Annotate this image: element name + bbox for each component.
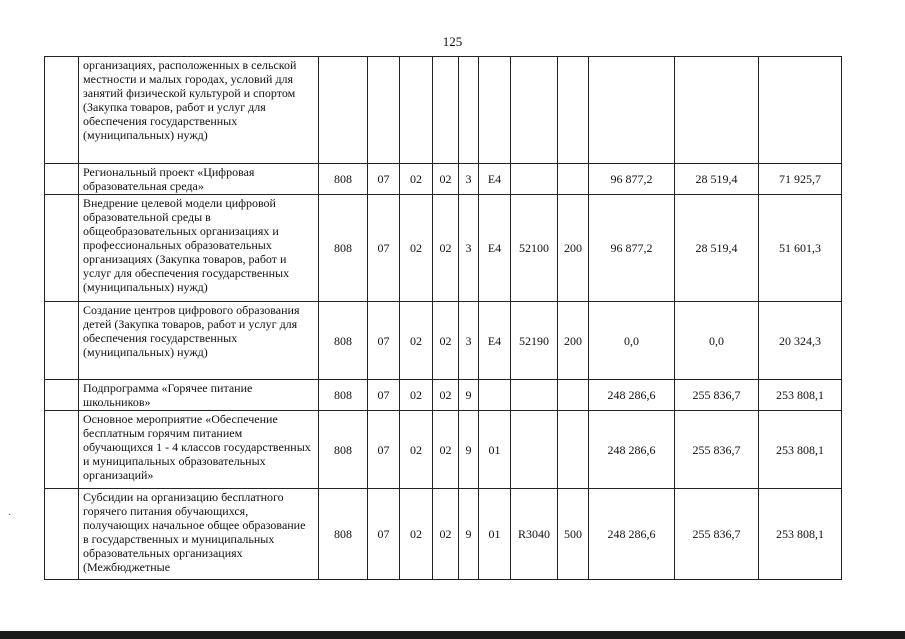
expense-type-code: 200 [558,195,589,302]
target-code-1: 02 [433,380,459,411]
scan-bottom-edge [0,631,905,639]
section-code: 07 [368,164,400,195]
target-code-4: 52190 [511,302,558,380]
amount-year-3: 253 808,1 [759,489,842,580]
amount-year-2: 28 519,4 [675,195,759,302]
amount-year-3: 51 601,3 [759,195,842,302]
amount-year-3: 253 808,1 [759,411,842,489]
amount-year-2: 255 836,7 [675,411,759,489]
target-code-3 [479,57,511,164]
blank-cell [45,195,79,302]
blank-cell [45,380,79,411]
target-code-2 [459,57,479,164]
expense-type-code [558,57,589,164]
budget-table [44,56,842,580]
amount-year-1 [589,57,675,164]
section-code: 07 [368,489,400,580]
grbs-code: 808 [319,380,368,411]
subsection-code: 02 [400,195,433,302]
grbs-code: 808 [319,164,368,195]
target-code-1: 02 [433,411,459,489]
blank-cell [45,411,79,489]
row-name: Субсидии на организацию бесплатного горячего питания обучающихся, получающих начальное общее образование в государственных и муниципальных образовательных организациях (Межбюджетные [79,489,319,580]
table-row [45,489,842,580]
row-name: Подпрограмма «Горячее питание школьников» [79,380,319,411]
amount-year-3: 253 808,1 [759,380,842,411]
row-name: Внедрение целевой модели цифровой образовательной среды в общеобразовательных организациях и профессиональных образовательных организациях (Закупка товаров, работ и услуг для обеспечения государственных (муниципальных) нужд) [79,195,319,302]
amount-year-1: 248 286,6 [589,411,675,489]
grbs-code: 808 [319,489,368,580]
target-code-1 [433,57,459,164]
amount-year-1: 0,0 [589,302,675,380]
target-code-1: 02 [433,195,459,302]
target-code-1: 02 [433,489,459,580]
scan-speck: · [8,510,12,521]
subsection-code: 02 [400,380,433,411]
expense-type-code: 200 [558,302,589,380]
section-code [368,57,400,164]
target-code-2: 3 [459,164,479,195]
table-row [45,57,842,164]
section-code: 07 [368,411,400,489]
target-code-4 [511,57,558,164]
target-code-2: 9 [459,380,479,411]
subsection-code: 02 [400,489,433,580]
target-code-3: E4 [479,164,511,195]
subsection-code: 02 [400,411,433,489]
row-name: Создание центров цифрового образования детей (Закупка товаров, работ и услуг для обеспечения государственных (муниципальных) нужд) [79,302,319,380]
section-code: 07 [368,380,400,411]
target-code-2: 9 [459,489,479,580]
amount-year-3: 71 925,7 [759,164,842,195]
row-name: Основное мероприятие «Обеспечение бесплатным горячим питанием обучающихся 1 - 4 классов государственных и муниципальных образовательных организаций» [79,411,319,489]
blank-cell [45,489,79,580]
subsection-code: 02 [400,164,433,195]
amount-year-1: 248 286,6 [589,489,675,580]
row-name: организациях, расположенных в сельской местности и малых городах, условий для занятий физической культурой и спортом (Закупка товаров, работ и услуг для обеспечения государственных (муниципальных) нужд) [79,57,319,164]
expense-type-code [558,380,589,411]
subsection-code [400,57,433,164]
section-code: 07 [368,302,400,380]
amount-year-1: 248 286,6 [589,380,675,411]
table-row [45,380,842,411]
blank-cell [45,302,79,380]
page-number: 125 [442,34,463,49]
target-code-4 [511,164,558,195]
subsection-code: 02 [400,302,433,380]
expense-type-code [558,411,589,489]
target-code-3: 01 [479,489,511,580]
blank-cell [45,164,79,195]
amount-year-2: 0,0 [675,302,759,380]
row-name: Региональный проект «Цифровая образовательная среда» [79,164,319,195]
target-code-3: 01 [479,411,511,489]
table-row [45,195,842,302]
target-code-2: 9 [459,411,479,489]
target-code-3 [479,380,511,411]
amount-year-3 [759,57,842,164]
target-code-4 [511,380,558,411]
amount-year-3: 20 324,3 [759,302,842,380]
grbs-code [319,57,368,164]
table-row [45,411,842,489]
target-code-4: 52100 [511,195,558,302]
table-row [45,164,842,195]
amount-year-2 [675,57,759,164]
amount-year-2: 255 836,7 [675,489,759,580]
target-code-3: E4 [479,195,511,302]
target-code-4 [511,411,558,489]
grbs-code: 808 [319,411,368,489]
grbs-code: 808 [319,195,368,302]
amount-year-2: 255 836,7 [675,380,759,411]
table-row [45,302,842,380]
expense-type-code [558,164,589,195]
expense-type-code: 500 [558,489,589,580]
grbs-code: 808 [319,302,368,380]
amount-year-2: 28 519,4 [675,164,759,195]
target-code-4: R3040 [511,489,558,580]
target-code-1: 02 [433,302,459,380]
target-code-1: 02 [433,164,459,195]
target-code-2: 3 [459,195,479,302]
section-code: 07 [368,195,400,302]
blank-cell [45,57,79,164]
target-code-3: E4 [479,302,511,380]
target-code-2: 3 [459,302,479,380]
amount-year-1: 96 877,2 [589,164,675,195]
amount-year-1: 96 877,2 [589,195,675,302]
